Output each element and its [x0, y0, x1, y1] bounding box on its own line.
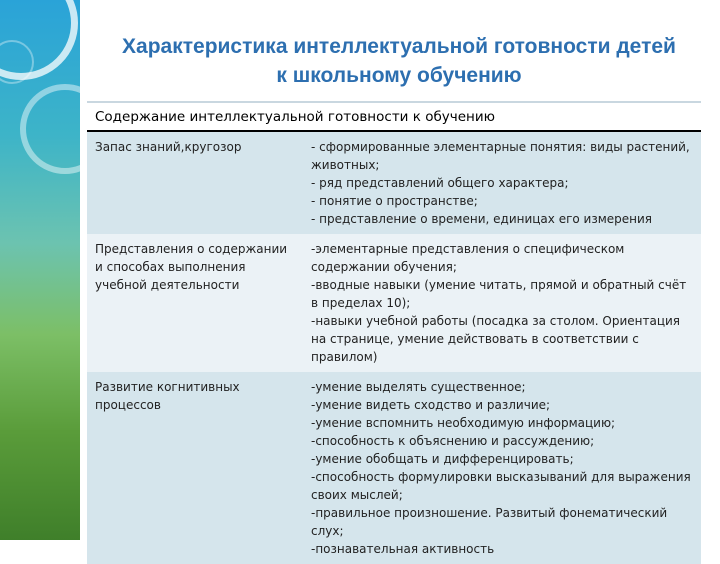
table-row	[87, 372, 701, 564]
slide-title	[84, 32, 714, 90]
row-label: Запас знаний,кругозор	[87, 131, 303, 234]
row-content: -умение выделять существенное; -умение видеть сходство и различие; -умение вспомнить необходимую информацию; -способность к объяснению и рассуждению; -умение обобщать и дифференцировать; -способность формулировки высказываний для выражения своих мыслей; -правильное произношение. Развитый фонематический слух; -познавательная активность	[303, 372, 701, 564]
readiness-table	[87, 101, 701, 564]
row-label: Развитие когнитивных процессов	[87, 372, 303, 564]
slide-title-line: к школьному обучению	[276, 64, 522, 87]
table-row	[87, 234, 701, 372]
table-header-row	[87, 102, 701, 131]
row-content: - сформированные элементарные понятия: виды растений, животных; - ряд представлений общего характера; - понятие о пространстве; - представление о времени, единицах его измерения	[303, 131, 701, 234]
table-header: Содержание интеллектуальной готовности к обучению	[87, 102, 701, 131]
row-label: Представления о содержании и способах выполнения учебной деятельности	[87, 234, 303, 372]
table-row	[87, 131, 701, 234]
decorative-side-panel	[0, 0, 80, 540]
slide-title-line: Характеристика интеллектуальной готовности детей	[122, 35, 676, 58]
row-content: -элементарные представления о специфическом содержании обучения; -вводные навыки (умение читать, прямой и обратный счёт в пределах 10); -навыки учебной работы (посадка за столом. Ориентация на странице, умение действовать в соответствии с правилом)	[303, 234, 701, 372]
